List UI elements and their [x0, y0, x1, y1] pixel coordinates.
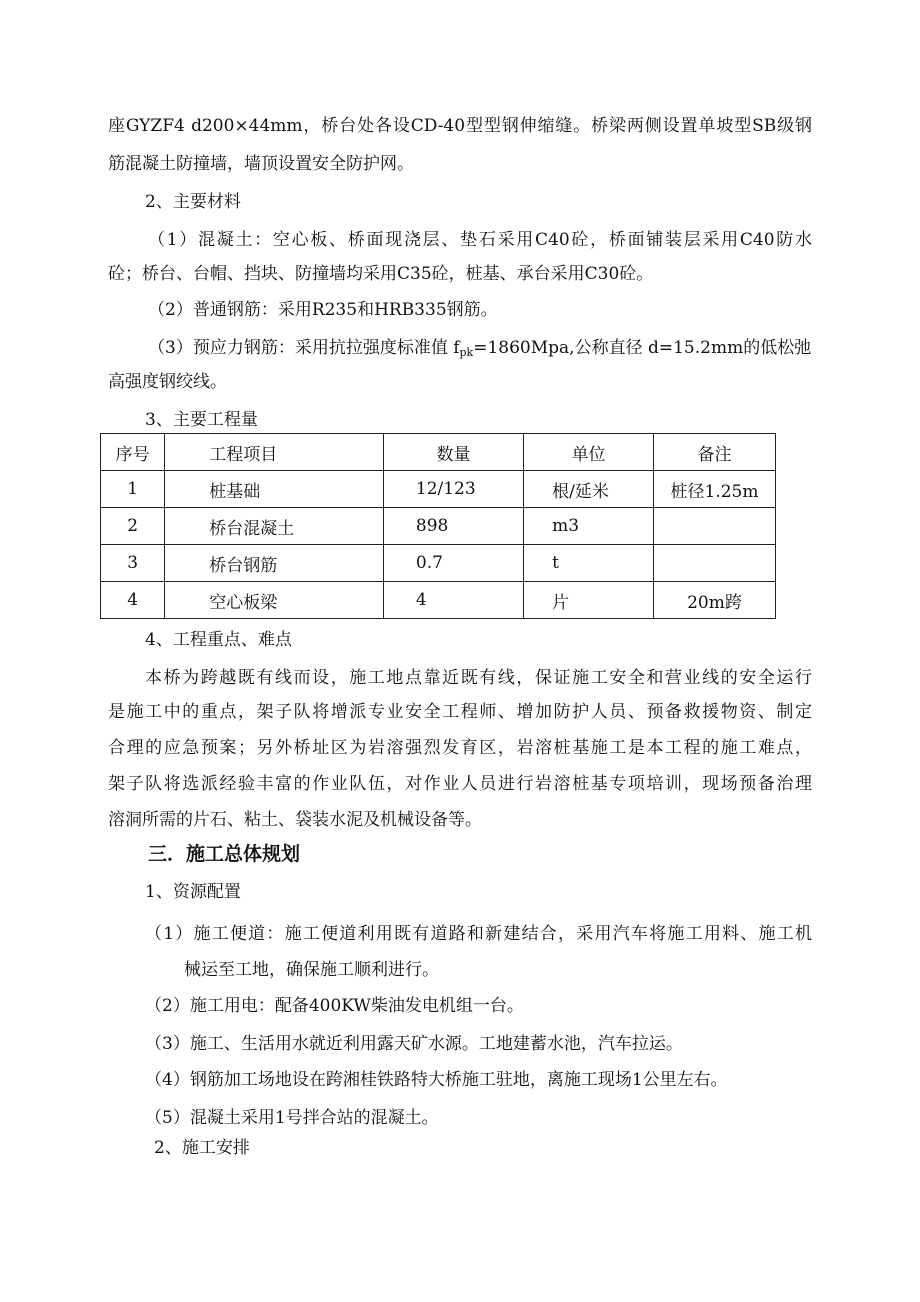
quantities-heading: 3、主要工程量 — [145, 410, 258, 430]
section-3-title: 三．施工总体规划 — [148, 843, 301, 865]
arrangement-heading: 2、施工安排 — [154, 1138, 250, 1158]
cell-no: 4 — [101, 582, 165, 619]
header-no: 序号 — [101, 434, 165, 471]
table-row — [101, 582, 776, 619]
header-unit: 单位 — [524, 434, 654, 471]
cell-item-label: 桥台混凝土 — [209, 518, 295, 539]
intro-line-1: 座GYZF4 d200×44mm，桥台处各设CD-40型型钢伸缩缝。桥梁两侧设置单坡型SB级钢 — [108, 116, 812, 136]
rebar-line: （2）普通钢筋：采用R235和HRB335钢筋。 — [148, 300, 498, 320]
cell-qty-value: 12/123 — [415, 479, 476, 499]
cell-unit — [524, 545, 654, 582]
cell-item — [165, 508, 384, 545]
cell-item-label: 空心板梁 — [209, 592, 278, 613]
prestress-line-1 — [148, 336, 811, 365]
cell-unit-value: m3 — [552, 516, 580, 536]
cell-unit — [524, 508, 654, 545]
cell-qty-value: 898 — [415, 516, 449, 536]
resources-heading: 1、资源配置 — [145, 882, 241, 902]
power-line: （2）施工用电：配备400KW柴油发电机组一台。 — [145, 996, 524, 1016]
water-line: （3）施工、生活用水就近利用露天矿水源。工地建蓄水池，汽车拉运。 — [145, 1034, 683, 1054]
materials-heading: 2、主要材料 — [145, 192, 241, 212]
cell-item — [165, 582, 384, 619]
cell-note: 20m跨 — [654, 582, 776, 619]
table-header-row — [101, 434, 776, 471]
prestress-suffix: =1860Mpa,公称直径 d=15.2mm的低松弛 — [473, 338, 812, 358]
prestress-line-2: 高强度钢绞线。 — [108, 372, 227, 392]
cell-no: 2 — [101, 508, 165, 545]
road-line-2: 械运至工地，确保施工顺利进行。 — [184, 960, 439, 980]
table-row — [101, 471, 776, 508]
key-points-line-4: 架子队将选派经验丰富的作业队伍，对作业人员进行岩溶桩基专项培训，现场预备治理 — [108, 774, 812, 794]
cell-unit-value: t — [552, 553, 559, 573]
cell-qty — [383, 508, 523, 545]
cell-item — [165, 471, 384, 508]
cell-note — [654, 545, 776, 582]
cell-unit-value: 根/延米 — [552, 481, 609, 502]
header-item-label: 工程项目 — [209, 444, 278, 465]
cell-qty — [383, 545, 523, 582]
cell-qty-value: 0.7 — [415, 553, 443, 573]
intro-line-2: 筋混凝土防撞墙，墙顶设置安全防护网。 — [108, 154, 414, 174]
cell-qty-value: 4 — [415, 590, 427, 610]
prestress-subscript: pk — [459, 346, 474, 359]
header-item — [165, 434, 384, 471]
concrete-supply-line: （5）混凝土采用1号拌合站的混凝土。 — [145, 1108, 439, 1128]
cell-item — [165, 545, 384, 582]
key-points-line-1: 本桥为跨越既有线而设，施工地点靠近既有线，保证施工安全和营业线的安全运行 — [145, 668, 812, 688]
cell-note — [654, 508, 776, 545]
cell-note: 桩径1.25m — [654, 471, 776, 508]
key-points-line-3: 合理的应急预案；另外桥址区为岩溶强烈发育区，岩溶桩基施工是本工程的施工难点， — [108, 738, 812, 758]
cell-item-label: 桩基础 — [209, 481, 261, 502]
cell-item-label: 桥台钢筋 — [209, 555, 278, 576]
key-points-line-2: 是施工中的重点，架子队将增派专业安全工程师、增加防护人员、预备救援物资、制定 — [108, 702, 812, 722]
cell-qty — [383, 471, 523, 508]
cell-unit — [524, 471, 654, 508]
cell-no: 1 — [101, 471, 165, 508]
header-note: 备注 — [654, 434, 776, 471]
table-row — [101, 545, 776, 582]
concrete-line-2: 砼；桥台、台帽、挡块、防撞墙均采用C35砼，桩基、承台采用C30砼。 — [108, 264, 654, 284]
key-points-heading: 4、工程重点、难点 — [145, 630, 292, 650]
cell-qty — [383, 582, 523, 619]
cell-unit — [524, 582, 654, 619]
key-points-line-5: 溶洞所需的片石、粘土、袋装水泥及机械设备等。 — [108, 810, 482, 830]
steel-yard-line: （4）钢筋加工场地设在跨湘桂铁路特大桥施工驻地，离施工现场1公里左右。 — [145, 1070, 728, 1090]
cell-no: 3 — [101, 545, 165, 582]
prestress-prefix: （3）预应力钢筋：采用抗拉强度标准值 f — [148, 338, 460, 358]
header-qty: 数量 — [383, 434, 523, 471]
quantities-table — [100, 433, 776, 619]
cell-unit-value: 片 — [552, 592, 570, 613]
table-row — [101, 508, 776, 545]
road-line-1: （1）施工便道：施工便道利用既有道路和新建结合，采用汽车将施工用料、施工机 — [145, 924, 812, 944]
concrete-line-1: （1）混凝土：空心板、桥面现浇层、垫石采用C40砼，桥面铺装层采用C40防水 — [148, 230, 812, 250]
